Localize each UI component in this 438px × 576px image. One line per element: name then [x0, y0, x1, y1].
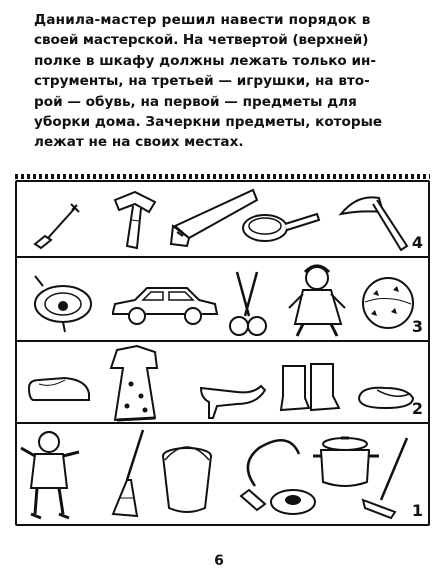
page-number: 6 — [214, 553, 224, 569]
slipper-icon[interactable] — [355, 380, 417, 414]
shelf-4 — [15, 180, 430, 258]
clog-shoe-icon[interactable] — [25, 372, 93, 406]
high-heel-shoe-icon[interactable] — [197, 364, 269, 422]
shelf-3 — [15, 256, 430, 342]
shelf-number: 4 — [411, 233, 423, 252]
felt-boots-icon[interactable] — [277, 360, 343, 418]
task-text — [34, 10, 410, 153]
dress-icon[interactable] — [97, 344, 175, 424]
task-line: рой — обувь, на первой — предметы для — [34, 93, 357, 110]
task-line: полке в шкафу должны лежать только ин- — [34, 52, 377, 69]
shovel-icon[interactable] — [31, 200, 83, 250]
hammer-icon[interactable] — [105, 190, 163, 252]
shelf-2 — [15, 340, 430, 424]
task-line: уборки дома. Зачеркни предметы, которые — [34, 114, 383, 131]
danila-master-icon[interactable] — [19, 428, 81, 524]
scissors-icon[interactable] — [225, 268, 269, 340]
mop-icon[interactable] — [361, 436, 413, 522]
task-line: лежат не на своих местах. — [34, 134, 244, 151]
axe-icon[interactable] — [337, 190, 413, 252]
task-line: струменты, на третьей — игрушки, на вто- — [34, 73, 370, 90]
task-line: Данила-мастер решил навести порядок в — [34, 12, 371, 28]
shelf-number: 2 — [411, 399, 423, 418]
doll-icon[interactable] — [285, 262, 351, 340]
shelf-decoration-top — [15, 174, 430, 179]
shelf-number: 3 — [411, 317, 423, 336]
toy-car-icon[interactable] — [109, 282, 221, 332]
vacuum-cleaner-icon[interactable] — [229, 434, 321, 520]
broom-icon[interactable] — [109, 428, 151, 518]
task-line: своей мастерской. На четвертой (верхней) — [34, 32, 369, 49]
spinning-top-icon[interactable] — [29, 272, 99, 334]
frying-pan-icon[interactable] — [241, 206, 321, 248]
shelf-1 — [15, 422, 430, 526]
shelf-number: 1 — [411, 501, 423, 520]
bucket-icon[interactable] — [157, 442, 219, 518]
ball-icon[interactable] — [359, 274, 417, 332]
